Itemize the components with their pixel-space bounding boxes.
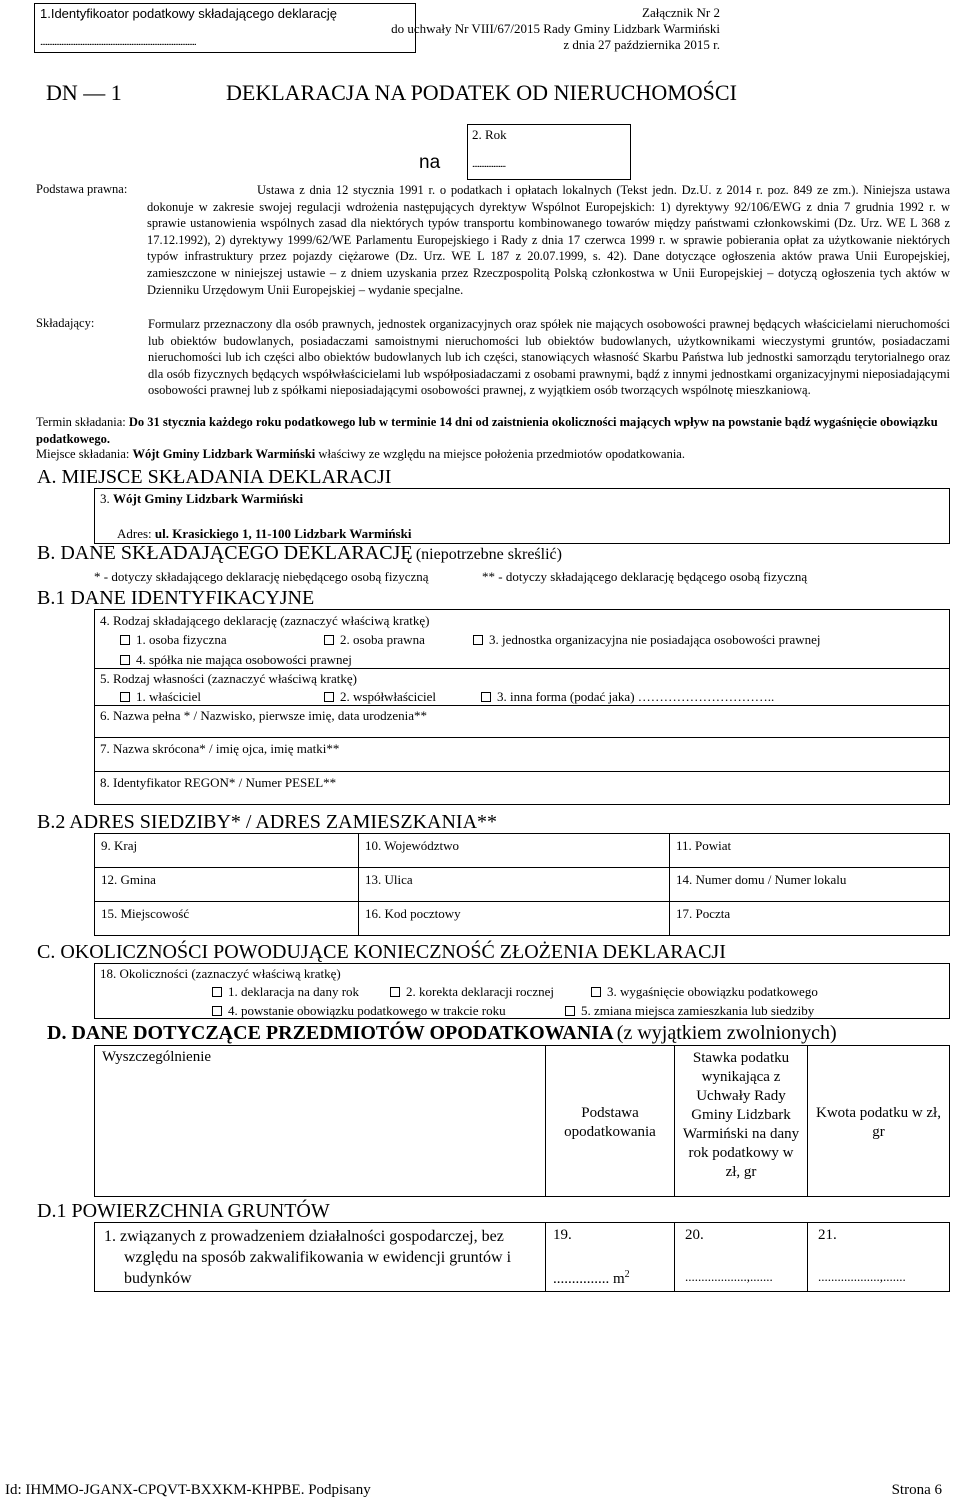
na-label: na (419, 152, 441, 173)
termin-label: Termin składania: (36, 415, 126, 429)
checkbox-icon[interactable] (120, 655, 130, 665)
f4-option-1[interactable] (120, 632, 227, 648)
section-b1-title: B.1 DANE IDENTYFIKACYJNE (37, 587, 315, 609)
d1-field-19-dots: ............... m (553, 1271, 625, 1287)
footer-id: Id: IHMMO-JGANX-CPQVT-BXXKM-KHPBE. Podpisany (5, 1482, 371, 1498)
checkbox-icon[interactable] (212, 1006, 222, 1016)
d1-field-21-value: ...................,....... (818, 1269, 906, 1284)
field-3-value: Wójt Gminy Lidzbark Warmiński (113, 491, 304, 506)
section-d-suffix: (z wyjątkiem zwolnionych) (616, 1022, 837, 1044)
c-option-2-label: 2. korekta deklaracji rocznej (406, 984, 554, 999)
section-d-title-row (47, 1022, 837, 1045)
checkbox-icon[interactable] (212, 987, 222, 997)
field-5-label: 5. Rodzaj własności (zaznaczyć właściwą kratkę) (100, 671, 357, 686)
annex-line-3: z dnia 27 października 2015 r. (563, 37, 720, 52)
note-natural-person: ** - dotyczy składającego deklarację będącego osobą fizyczną (482, 569, 808, 584)
d1-field-19-num: 19. (553, 1227, 572, 1243)
termin-text: Do 31 stycznia każdego roku podatkowego lub w terminie 14 dni od zaistnienia okoliczności mających wpływ na powstanie bądź wygaśnięcie obowiązku podatkowego. (36, 415, 938, 446)
addr-cell-kod[interactable]: 16. Kod pocztowy (358, 901, 670, 936)
c-option-2[interactable] (390, 984, 554, 1000)
d-col4-header: Kwota podatku w zł, gr (816, 1105, 941, 1140)
f4-option-2[interactable] (324, 632, 425, 648)
d1-field-20-value: ...................,....... (685, 1269, 773, 1284)
field-7-label[interactable]: 7. Nazwa skrócona* / imię ojca, imię matki** (100, 741, 340, 756)
addr-cell-ulica[interactable]: 13. Ulica (358, 867, 670, 902)
field-6-label[interactable]: 6. Nazwa pełna * / Nazwisko, pierwsze imię, data urodzenia** (100, 708, 428, 723)
field-18-label: 18. Okoliczności (zaznaczyć właściwą kratkę) (100, 966, 341, 981)
checkbox-icon[interactable] (565, 1006, 575, 1016)
f5-option-1-label: 1. właściciel (136, 689, 201, 704)
identifier-dots[interactable]: ......................................................................................... (40, 36, 196, 48)
b1-divider-4 (94, 771, 950, 772)
f5-option-3-label: 3. inna forma (podać jaka) ………………………….. (497, 689, 775, 704)
f4-option-3-label: 3. jednostka organizacyjna nie posiadająca osobowości prawnej (489, 632, 821, 647)
addr-cell-numer[interactable]: 14. Numer domu / Numer lokalu (669, 867, 950, 902)
section-b-suffix: (niepotrzebne skreślić) (415, 546, 562, 563)
checkbox-icon[interactable] (481, 692, 491, 702)
podstawa-label: Podstawa prawna: (36, 182, 128, 196)
termin-row (36, 414, 950, 447)
footer-page-number: Strona 6 (891, 1482, 942, 1498)
c-option-4[interactable] (212, 1003, 506, 1019)
c-option-3-label: 3. wygaśnięcie obowiązku podatkowego (607, 984, 818, 999)
d1-field-20-num: 20. (685, 1227, 704, 1243)
checkbox-icon[interactable] (120, 635, 130, 645)
checkbox-icon[interactable] (120, 692, 130, 702)
field-3 (100, 491, 303, 507)
address-label: Adres: (117, 526, 152, 541)
d-header-col1 (94, 1045, 546, 1197)
annex-line-1: Załącznik Nr 2 (642, 5, 720, 20)
c-option-5-label: 5. zmiana miejsca zamieszkania lub siedziby (581, 1003, 815, 1018)
field-4-label: 4. Rodzaj składającego deklarację (zaznaczyć właściwą kratkę) (100, 613, 430, 628)
c-option-5[interactable] (565, 1003, 814, 1019)
f4-option-4[interactable] (120, 652, 352, 668)
d1-field-21-num: 21. (818, 1227, 837, 1243)
b1-divider-2 (94, 705, 950, 706)
addr-cell-powiat[interactable]: 11. Powiat (669, 833, 950, 868)
addr-cell-poczta[interactable]: 17. Poczta (669, 901, 950, 936)
f4-option-1-label: 1. osoba fizyczna (136, 632, 227, 647)
f5-option-2-label: 2. współwłaściciel (340, 689, 437, 704)
checkbox-icon[interactable] (473, 635, 483, 645)
miejsce-label: Miejsce składania: (36, 447, 130, 461)
section-a-title: A. MIEJSCE SKŁADANIA DEKLARACJI (37, 466, 392, 488)
checkbox-icon[interactable] (591, 987, 601, 997)
checkbox-icon[interactable] (390, 987, 400, 997)
c-option-3[interactable] (591, 984, 818, 1000)
m2-superscript: 2 (624, 1269, 630, 1280)
f4-option-2-label: 2. osoba prawna (340, 632, 425, 647)
f5-option-1[interactable] (120, 689, 201, 705)
addr-cell-kraj[interactable]: 9. Kraj (94, 833, 359, 868)
c-option-1-label: 1. deklaracja na dany rok (228, 984, 360, 999)
address-value: ul. Krasickiego 1, 11-100 Lidzbark Warmiński (154, 526, 412, 541)
year-label: 2. Rok (472, 127, 507, 142)
annex-info (391, 5, 720, 53)
miejsce-text: właściwy ze względu na miejsce położenia przedmiotów opodatkowania. (318, 447, 685, 461)
section-c-title: C. OKOLICZNOŚCI POWODUJĄCE KONIECZNOŚĆ ZŁOŻENIA DEKLARACJI (37, 941, 726, 963)
form-title: DEKLARACJA NA PODATEK OD NIERUCHOMOŚCI (226, 80, 737, 105)
skladajacy-text: Formularz przeznaczony dla osób prawnych, jednostek organizacyjnych oraz spółek nie mających osobowości prawnej będących właścicielami nieruchomości lub obiektów budowlanych, posiadaczami samoistnymi nieruchomości lub obiektów budowlanych, użytkownikami wieczystymi gruntów, posiadaczami nieruchomości lub ich części albo obiektów budowlanych lub ich części, stanowiących własność Skarbu Państwa lub jednostki samorządu terytorialnego oraz dla osób fizycznych będących współwłaścicielami lub współposiadaczami z osobami prawnymi, bądź z innymi jednostkami organizacyjnymi nieposiadającymi osobowości prawnej lub z spółkami nieposiadającymi osobowości prawnej, z wyjątkiem osób tworzących wspólnotę mieszkaniową. (148, 317, 950, 398)
d-col2-header: Podstawa opodatkowania (564, 1105, 656, 1140)
f5-option-2[interactable] (324, 689, 436, 705)
year-input[interactable]: ................... (472, 158, 506, 170)
section-b-title: B. DANE SKŁADAJĄCEGO DEKLARACJĘ (37, 542, 413, 564)
c-option-1[interactable] (212, 984, 359, 1000)
f4-option-3[interactable] (473, 632, 821, 648)
skladajacy-label: Składający: (36, 316, 95, 330)
c-option-4-label: 4. powstanie obowiązku podatkowego w trakcie roku (228, 1003, 506, 1018)
podstawa-text: Ustawa z dnia 12 stycznia 1991 r. o podatkach i opłatach lokalnych (Tekst jedn. Dz.U. z 2014 r. poz. 849 ze zm.). Niniejsza ustawa dokonuje w zakresie swojej regulacji wdrożenia następujących dyrektyw Wspólnot Europejskich: 1) dyrektywy 92/106/EWG z dnia 7 grudnia 1992 r. w sprawie ustanowienia wspólnych zasad dla niektórych typów transportu kombinowanego towarów między państwami członkowskimi (Dz. Urz. WE L 368 z 17.12.1992), 2) dyrektywy 1999/62/WE Parlamentu Europejskiego i Rady z dnia 17 czerwca 1999 r. w sprawie pobierania opłat za użytkowanie niektórych typów infrastruktury przez pojazdy ciężarowe (Dz. Urz. WE L 187 z 20.07.1999, s. 42). Dane dotyczące ogłoszenia aktów prawa Unii Europejskiej, zamieszczone w niniejszej ustawie – z dniem uzyskania przez Rzeczpospolitą Polską członkostwa w Unii Europejskiej – dotyczą ogłoszenia tych aktów w Dzienniku Urzędowym Unii Europejskiej – wydanie specjalne. (147, 183, 950, 297)
checkbox-icon[interactable] (324, 635, 334, 645)
section-b2-title: B.2 ADRES SIEDZIBY* / ADRES ZAMIESZKANIA** (37, 811, 498, 833)
address-row (117, 526, 411, 542)
annex-line-2: do uchwały Nr VIII/67/2015 Rady Gminy Lidzbark Warmiński (391, 21, 720, 36)
d1-field-19-value (553, 1269, 630, 1288)
d1-row1-text: 1. związanych z prowadzeniem działalności gospodarczej, bez względu na sposób zakwalifikowania w ewidencji gruntów i budynków (104, 1228, 512, 1287)
b1-divider-3 (94, 737, 950, 738)
field-3-label: 3. (100, 491, 110, 506)
miejsce-bold: Wójt Gminy Lidzbark Warmiński (132, 447, 316, 461)
d-col1-header: Wyszczególnienie (102, 1049, 212, 1065)
d-col3-header: Stawka podatku wynikająca z Uchwały Rady Gminy Lidzbark Warmiński na dany rok podatkowy w zł, gr (682, 1050, 800, 1180)
addr-cell-miejscowosc[interactable]: 15. Miejscowość (94, 901, 359, 936)
b1-divider-1 (94, 668, 950, 669)
section-d-title: D. DANE DOTYCZĄCE PRZEDMIOTÓW OPODATKOWANIA (47, 1022, 614, 1044)
note-legal-person: * - dotyczy składającego deklarację niebędącego osobą fizyczną (94, 569, 429, 584)
f4-option-4-label: 4. spółka nie mająca osobowości prawnej (136, 652, 352, 667)
addr-cell-gmina[interactable]: 12. Gmina (94, 867, 359, 902)
checkbox-icon[interactable] (324, 692, 334, 702)
f5-option-3[interactable] (481, 689, 774, 705)
section-d1-title: D.1 POWIERZCHNIA GRUNTÓW (37, 1200, 330, 1222)
identifier-label: 1.Identyfikoator podatkowy składającego deklarację (40, 6, 338, 21)
form-code: DN — 1 (46, 80, 122, 105)
addr-cell-wojewodztwo[interactable]: 10. Województwo (358, 833, 670, 868)
section-b-title-row (37, 542, 562, 565)
miejsce-row (36, 447, 685, 462)
field-8-label[interactable]: 8. Identyfikator REGON* / Numer PESEL** (100, 775, 337, 790)
